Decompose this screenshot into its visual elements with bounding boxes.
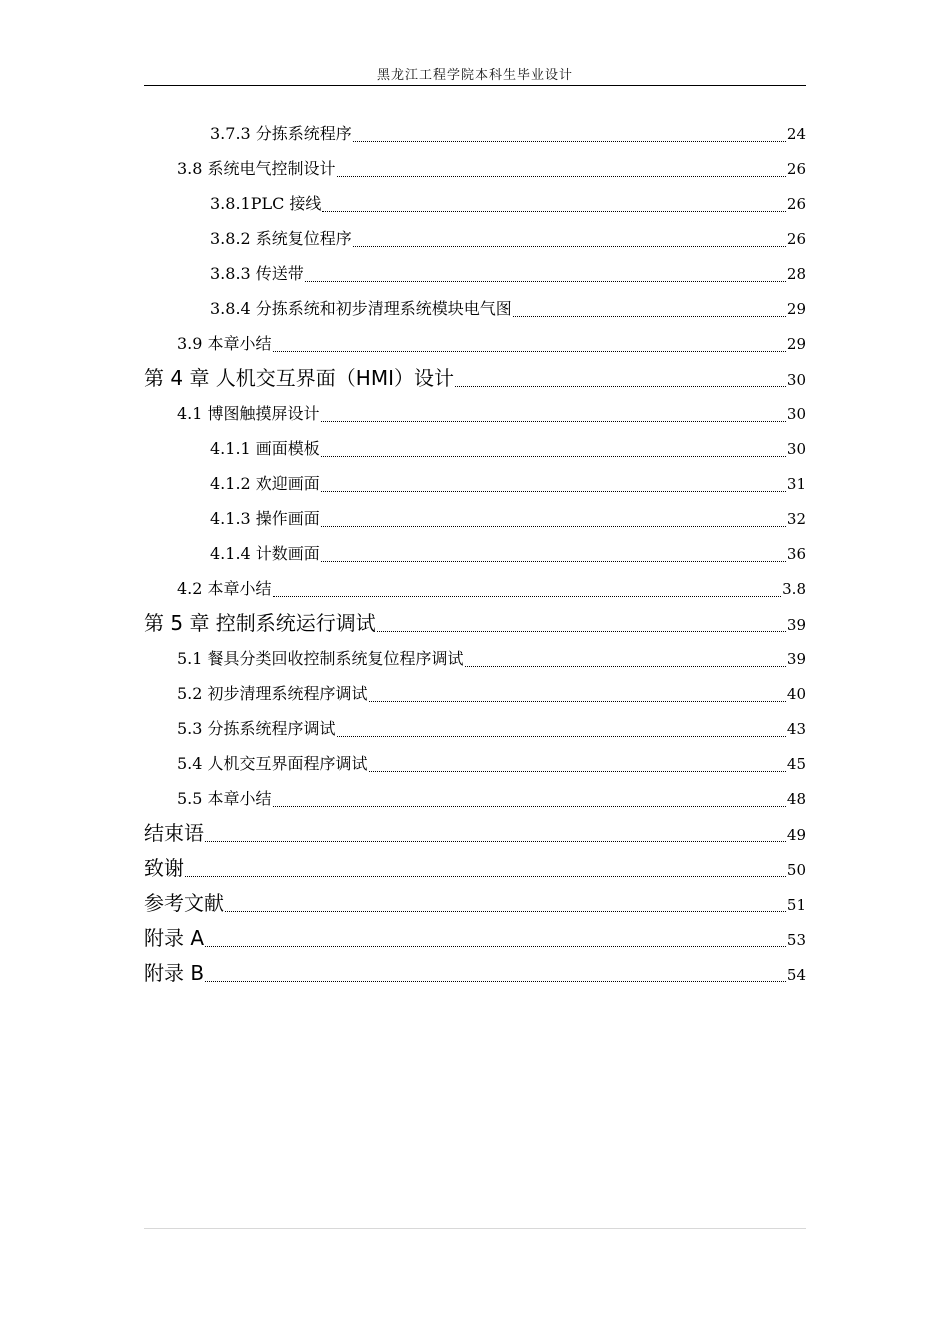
dot-leader bbox=[353, 221, 786, 256]
dot-leader bbox=[205, 956, 786, 991]
toc-chapter[interactable] bbox=[144, 606, 806, 641]
toc-entry-title: 4.1.1 画面模板 bbox=[210, 439, 320, 458]
dot-leader bbox=[321, 396, 786, 431]
dot-leader bbox=[305, 256, 786, 291]
toc-entry[interactable] bbox=[144, 326, 806, 361]
page-header-title: 黑龙江工程学院本科生毕业设计 bbox=[376, 68, 573, 83]
dot-leader bbox=[185, 851, 786, 886]
toc-chapter[interactable] bbox=[144, 956, 806, 991]
toc-chapter[interactable] bbox=[144, 886, 806, 921]
toc-entry-title: 5.2 初步清理系统程序调试 bbox=[177, 684, 368, 703]
dot-leader bbox=[377, 606, 786, 641]
dot-leader bbox=[369, 676, 786, 711]
toc-entry-title: 4.1.3 操作画面 bbox=[210, 509, 320, 528]
toc-entry[interactable] bbox=[144, 256, 806, 291]
toc-chapter[interactable] bbox=[144, 921, 806, 956]
toc-entry-page: 40 bbox=[786, 685, 806, 703]
toc-entry[interactable] bbox=[144, 151, 806, 186]
toc-entry-title: 5.4 人机交互界面程序调试 bbox=[177, 754, 368, 773]
toc-entry-page: 49 bbox=[786, 826, 806, 844]
toc-entry-title: 附录 A bbox=[144, 926, 205, 950]
toc-entry[interactable] bbox=[144, 711, 806, 746]
toc-entry-title: 3.8.4 分拣系统和初步清理系统模块电气图 bbox=[210, 299, 512, 318]
dot-leader bbox=[321, 466, 786, 501]
table-of-contents bbox=[144, 116, 806, 991]
toc-entry[interactable] bbox=[144, 116, 806, 151]
dot-leader bbox=[321, 431, 786, 466]
toc-chapter[interactable] bbox=[144, 851, 806, 886]
toc-entry[interactable] bbox=[144, 781, 806, 816]
toc-entry-page: 26 bbox=[786, 195, 806, 213]
toc-entry-page: 30 bbox=[786, 405, 806, 423]
toc-entry-page: 48 bbox=[786, 790, 806, 808]
dot-leader bbox=[369, 746, 786, 781]
toc-entry-title: 附录 B bbox=[144, 961, 205, 985]
toc-entry-page: 29 bbox=[786, 300, 806, 318]
toc-entry-title: 3.8.2 系统复位程序 bbox=[210, 229, 352, 248]
toc-entry-title: 3.8.1PLC 接线 bbox=[210, 194, 322, 213]
toc-entry-page: 32 bbox=[786, 510, 806, 528]
toc-entry-page: 51 bbox=[786, 896, 806, 914]
toc-entry[interactable] bbox=[144, 641, 806, 676]
dot-leader bbox=[465, 641, 786, 676]
toc-entry-title: 结束语 bbox=[144, 821, 204, 845]
toc-entry-title: 致谢 bbox=[144, 856, 184, 880]
toc-entry-page: 36 bbox=[786, 545, 806, 563]
toc-entry-page: 54 bbox=[786, 966, 806, 984]
toc-entry[interactable] bbox=[144, 746, 806, 781]
toc-entry-title: 参考文献 bbox=[144, 891, 224, 915]
toc-entry[interactable] bbox=[144, 221, 806, 256]
dot-leader bbox=[225, 886, 786, 921]
dot-leader bbox=[205, 816, 786, 851]
toc-entry-page: 26 bbox=[786, 230, 806, 248]
toc-entry-page: 39 bbox=[786, 616, 806, 634]
dot-leader bbox=[321, 501, 786, 536]
dot-leader bbox=[337, 711, 786, 746]
toc-chapter[interactable] bbox=[144, 361, 806, 396]
dot-leader bbox=[205, 921, 786, 956]
dot-leader bbox=[273, 326, 786, 361]
toc-entry-page: 45 bbox=[786, 755, 806, 773]
toc-entry-title: 3.7.3 分拣系统程序 bbox=[210, 124, 352, 143]
toc-entry-title: 4.1.4 计数画面 bbox=[210, 544, 320, 563]
toc-entry[interactable] bbox=[144, 536, 806, 571]
toc-entry[interactable] bbox=[144, 676, 806, 711]
toc-entry-title: 5.3 分拣系统程序调试 bbox=[177, 719, 336, 738]
toc-entry-title: 第 4 章 人机交互界面（HMI）设计 bbox=[144, 366, 454, 390]
toc-entry-title: 5.1 餐具分类回收控制系统复位程序调试 bbox=[177, 649, 464, 668]
footer-divider bbox=[144, 1228, 806, 1229]
toc-entry-page: 30 bbox=[786, 371, 806, 389]
toc-entry[interactable] bbox=[144, 291, 806, 326]
toc-entry-page: 31 bbox=[786, 475, 806, 493]
toc-entry[interactable] bbox=[144, 396, 806, 431]
toc-entry-title: 5.5 本章小结 bbox=[177, 789, 272, 808]
toc-entry-page: 24 bbox=[786, 125, 806, 143]
dot-leader bbox=[321, 536, 786, 571]
toc-entry[interactable] bbox=[144, 431, 806, 466]
toc-entry-page: 26 bbox=[786, 160, 806, 178]
toc-entry-title: 第 5 章 控制系统运行调试 bbox=[144, 611, 376, 635]
dot-leader bbox=[273, 571, 782, 606]
dot-leader bbox=[337, 151, 786, 186]
toc-entry-page: 3.8 bbox=[782, 580, 806, 598]
header-divider bbox=[144, 85, 806, 86]
toc-entry-page: 43 bbox=[786, 720, 806, 738]
toc-entry-title: 3.9 本章小结 bbox=[177, 334, 272, 353]
toc-chapter[interactable] bbox=[144, 816, 806, 851]
dot-leader bbox=[353, 116, 786, 151]
toc-entry[interactable] bbox=[144, 466, 806, 501]
toc-entry-page: 28 bbox=[786, 265, 806, 283]
toc-entry-page: 30 bbox=[786, 440, 806, 458]
toc-entry-page: 29 bbox=[786, 335, 806, 353]
dot-leader bbox=[273, 781, 786, 816]
toc-entry-title: 4.1.2 欢迎画面 bbox=[210, 474, 320, 493]
dot-leader bbox=[322, 186, 785, 221]
toc-entry-page: 39 bbox=[786, 650, 806, 668]
toc-entry-page: 50 bbox=[786, 861, 806, 879]
toc-entry[interactable] bbox=[144, 571, 806, 606]
toc-entry[interactable] bbox=[144, 501, 806, 536]
dot-leader bbox=[455, 361, 786, 396]
toc-entry-title: 3.8 系统电气控制设计 bbox=[177, 159, 336, 178]
toc-entry[interactable] bbox=[144, 186, 806, 221]
dot-leader bbox=[513, 291, 786, 326]
toc-entry-title: 3.8.3 传送带 bbox=[210, 264, 304, 283]
toc-entry-page: 53 bbox=[786, 931, 806, 949]
toc-entry-title: 4.2 本章小结 bbox=[177, 579, 272, 598]
toc-entry-title: 4.1 博图触摸屏设计 bbox=[177, 404, 320, 423]
